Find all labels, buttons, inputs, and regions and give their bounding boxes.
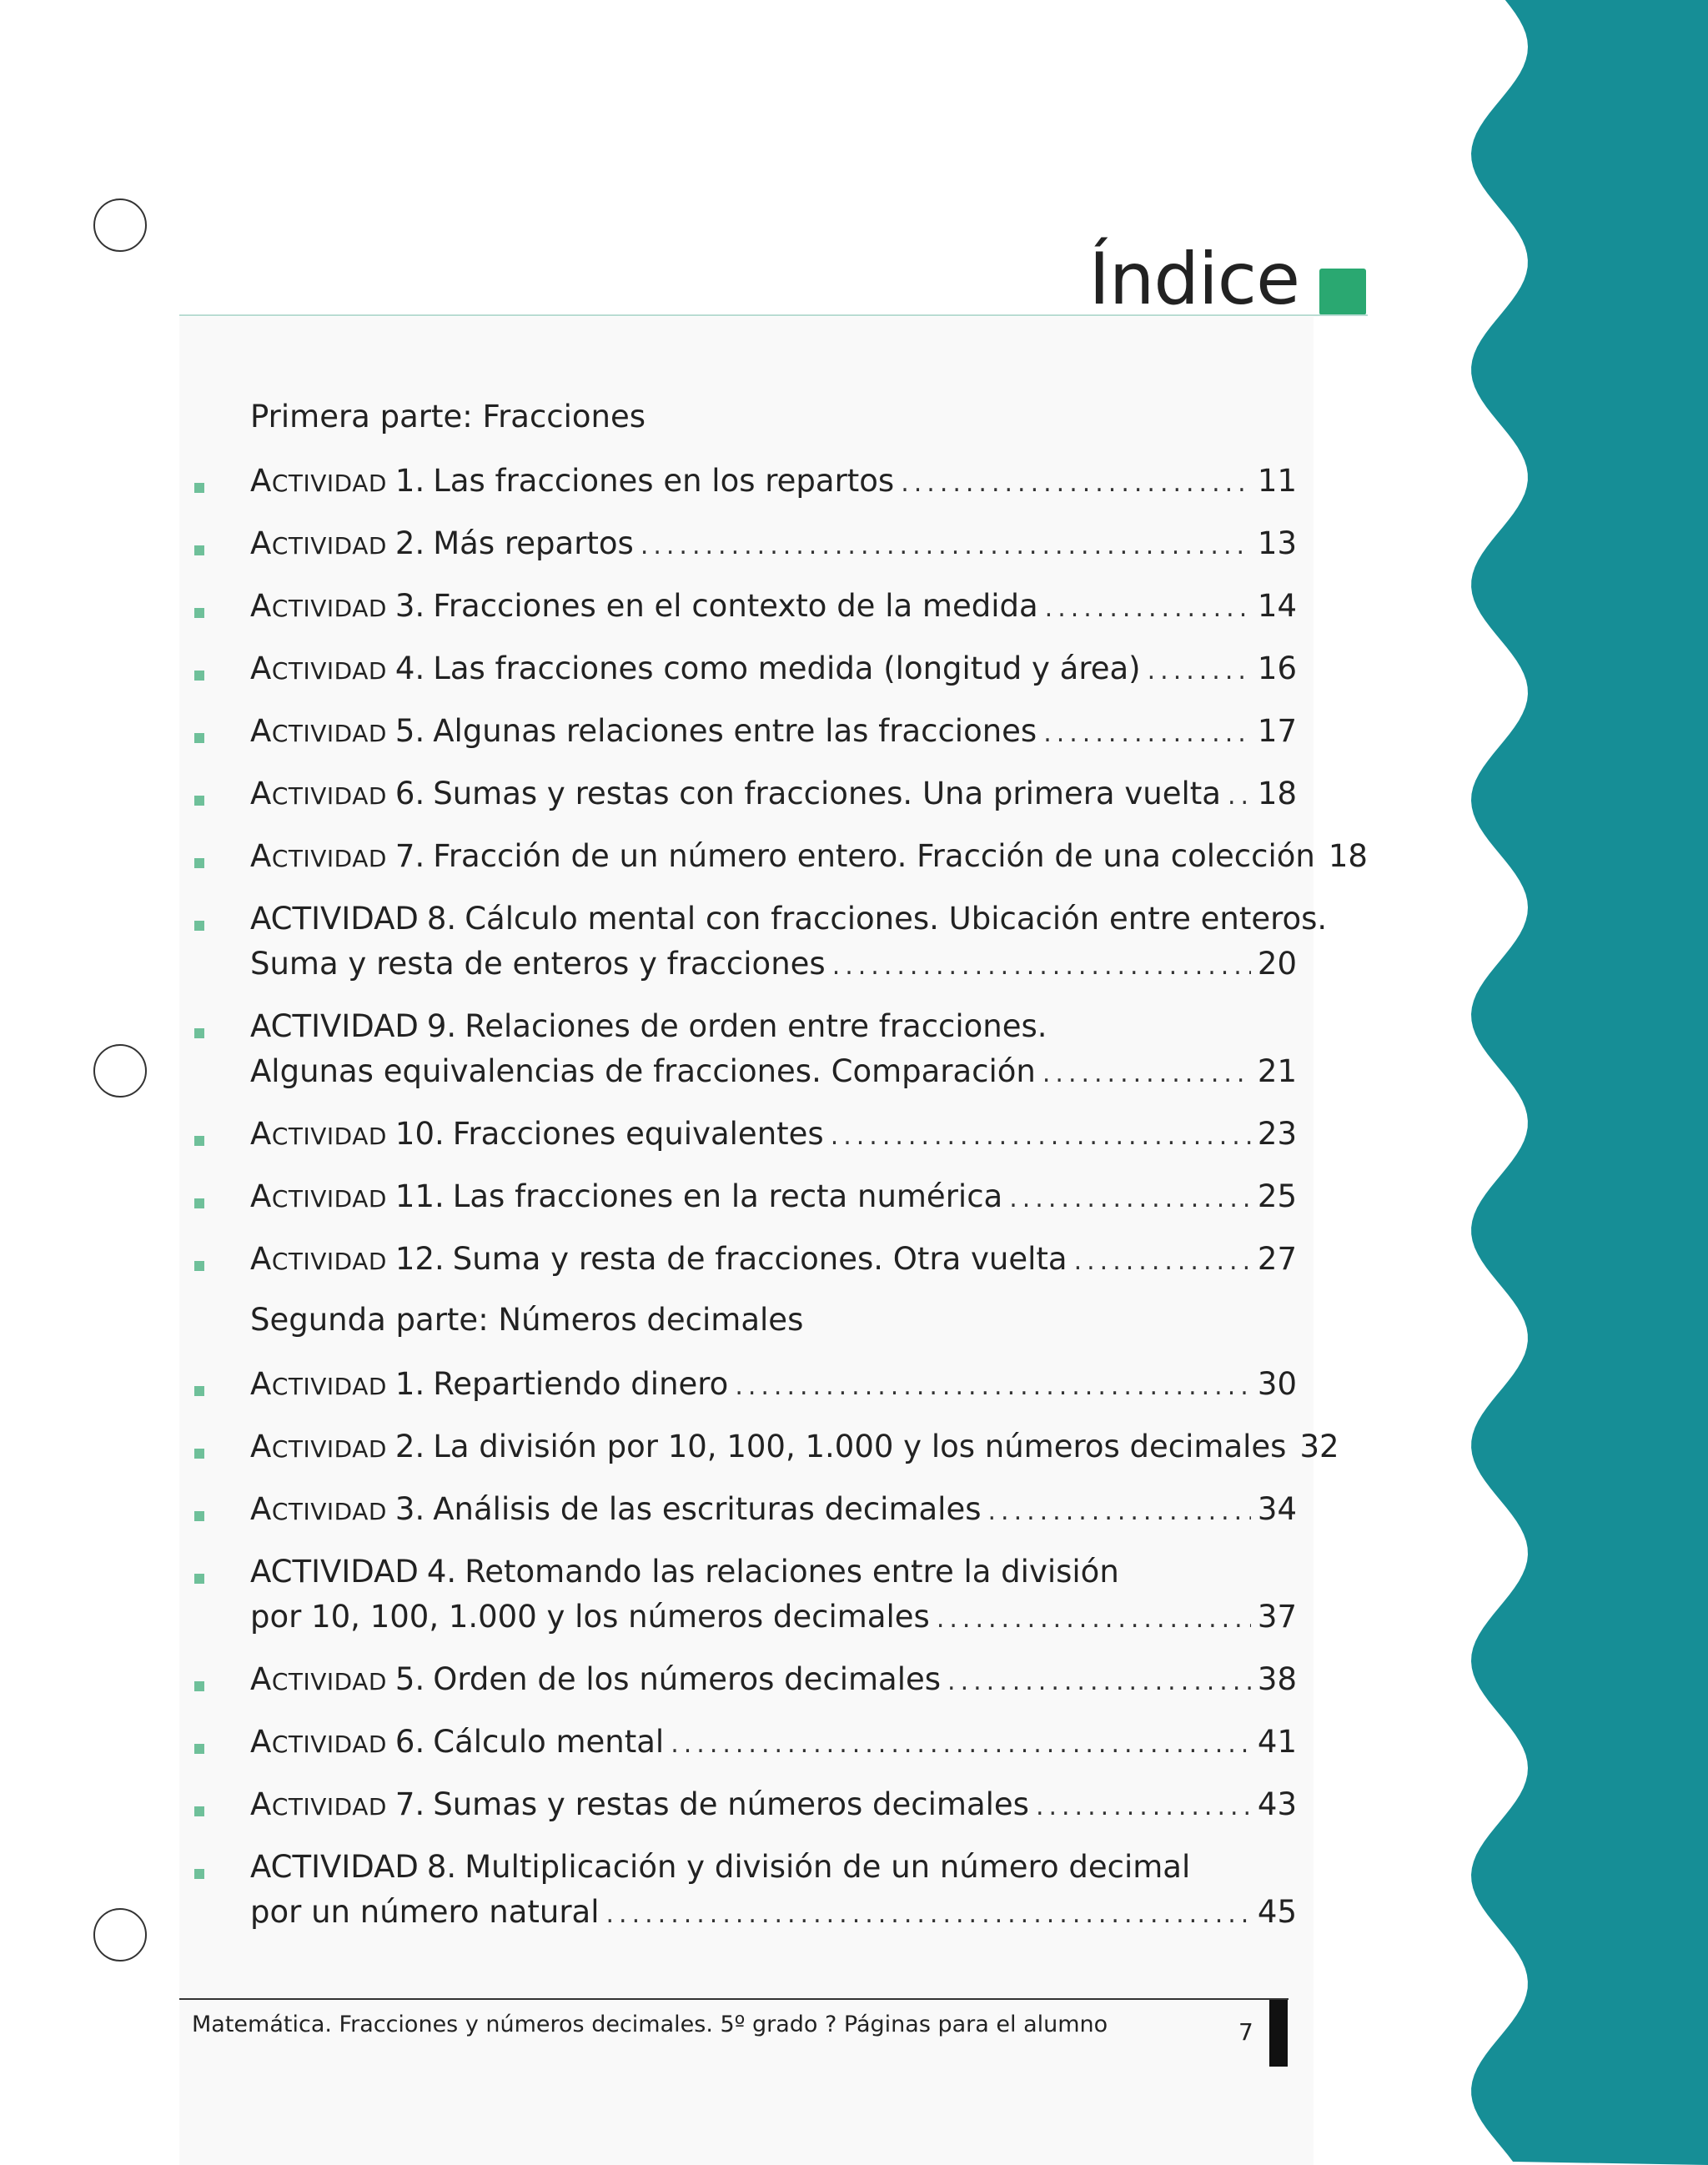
activity-number: 3.: [394, 588, 425, 624]
dot-leader: [1148, 656, 1251, 686]
bullet-square-icon: [194, 1681, 204, 1691]
binder-hole-top: [93, 198, 147, 252]
activity-title: Cálculo mental: [433, 1724, 665, 1760]
footer-rule: [179, 1998, 1289, 2000]
activity-title: Las fracciones en los repartos: [433, 463, 895, 499]
activity-number: 7.: [394, 1786, 425, 1822]
bullet-square-icon: [194, 608, 204, 618]
toc-page-number: 32: [1299, 1429, 1339, 1464]
activity-number: 11.: [394, 1178, 445, 1214]
activity-number: 4.: [394, 651, 425, 686]
activity-label: ACTIVIDAD: [250, 901, 419, 937]
page-title: Índice: [1088, 238, 1299, 321]
dot-leader: [988, 1497, 1251, 1526]
dot-leader: [831, 1122, 1251, 1151]
dot-leader: [1074, 1247, 1251, 1276]
activity-number: 9.: [426, 1008, 457, 1044]
toc-page-number: 43: [1257, 1786, 1297, 1822]
toc-page-number: 34: [1257, 1491, 1297, 1527]
bullet-square-icon: [194, 1261, 204, 1271]
activity-label: ACTIVIDAD: [250, 1429, 387, 1464]
bullet-square-icon: [194, 1136, 204, 1146]
dot-leader: [947, 1667, 1251, 1696]
activity-label: ACTIVIDAD: [250, 1241, 387, 1277]
dot-leader: [832, 952, 1251, 981]
activity-number: 4.: [426, 1554, 457, 1590]
activity-title: Cálculo mental con fracciones. Ubicación entre enteros.: [465, 901, 1328, 937]
dot-leader: [640, 531, 1251, 560]
activity-title: La división por 10, 100, 1.000 y los números decimales: [433, 1429, 1287, 1464]
activity-title-continued: por 10, 100, 1.000 y los números decimales: [250, 1599, 930, 1635]
section-heading-fracciones: Primera parte: Fracciones: [250, 399, 646, 435]
activity-number: 10.: [394, 1116, 445, 1152]
activity-label: ACTIVIDAD: [250, 1366, 387, 1402]
dot-leader: [1045, 594, 1251, 623]
dot-leader: [606, 1900, 1251, 1929]
toc-page-number: 23: [1257, 1116, 1297, 1152]
activity-number: 5.: [394, 713, 425, 749]
activity-title: Retomando las relaciones entre la división: [465, 1554, 1119, 1590]
activity-title: Más repartos: [433, 525, 634, 561]
activity-title: Fracciones en el contexto de la medida: [433, 588, 1038, 624]
binder-hole-middle: [93, 1044, 147, 1098]
bullet-square-icon: [194, 1744, 204, 1754]
toc-page-number: 20: [1257, 946, 1297, 982]
toc-page-number: 16: [1257, 651, 1297, 686]
activity-label: ACTIVIDAD: [250, 1554, 419, 1590]
toc-page-number: 27: [1257, 1241, 1297, 1277]
bullet-square-icon: [194, 796, 204, 806]
activity-label: ACTIVIDAD: [250, 1178, 387, 1214]
activity-label: ACTIVIDAD: [250, 525, 387, 561]
activity-title: Algunas relaciones entre las fracciones: [433, 713, 1037, 749]
bullet-square-icon: [194, 921, 204, 931]
toc-page-number: 30: [1257, 1366, 1297, 1402]
activity-number: 1.: [394, 463, 425, 499]
bullet-square-icon: [194, 733, 204, 743]
activity-title: Relaciones de orden entre fracciones.: [465, 1008, 1047, 1044]
footer-text: Matemática. Fracciones y números decimales. 5º grado ? Páginas para el alumno: [192, 2012, 1108, 2037]
teal-wave-band: [1451, 0, 1708, 2165]
toc-page-number: 13: [1257, 525, 1297, 561]
bullet-square-icon: [194, 1806, 204, 1816]
activity-label: ACTIVIDAD: [250, 1661, 387, 1697]
bullet-square-icon: [194, 1449, 204, 1459]
dot-leader: [1036, 1792, 1251, 1821]
activity-title: Fracciones equivalentes: [452, 1116, 824, 1152]
dot-leader: [1042, 1059, 1251, 1088]
activity-title-continued: Suma y resta de enteros y fracciones: [250, 946, 826, 982]
dot-leader: [1043, 719, 1251, 748]
activity-label: ACTIVIDAD: [250, 651, 387, 686]
activity-number: 2.: [394, 1429, 425, 1464]
bullet-square-icon: [194, 483, 204, 493]
binder-hole-bottom: [93, 1908, 147, 1962]
activity-title-continued: Algunas equivalencias de fracciones. Comparación: [250, 1053, 1036, 1089]
toc-page-number: 18: [1328, 838, 1368, 874]
activity-number: 1.: [394, 1366, 425, 1402]
activity-label: ACTIVIDAD: [250, 463, 387, 499]
toc-page-number: 14: [1257, 588, 1297, 624]
footer-bar: [1269, 2000, 1288, 2067]
bullet-square-icon: [194, 671, 204, 681]
activity-title: Sumas y restas con fracciones. Una primera vuelta: [433, 776, 1221, 811]
activity-title: Las fracciones en la recta numérica: [452, 1178, 1003, 1214]
dot-leader: [901, 469, 1251, 498]
dot-leader: [735, 1372, 1251, 1401]
bullet-square-icon: [194, 545, 204, 555]
activity-title: Análisis de las escrituras decimales: [433, 1491, 982, 1527]
activity-title: Multiplicación y división de un número decimal: [465, 1849, 1191, 1885]
activity-label: ACTIVIDAD: [250, 838, 387, 874]
toc-page-number: 17: [1257, 713, 1297, 749]
section-heading-decimales: Segunda parte: Números decimales: [250, 1302, 804, 1338]
toc-page-number: 37: [1257, 1599, 1297, 1635]
activity-number: 8.: [426, 901, 457, 937]
toc-page-number: 38: [1257, 1661, 1297, 1697]
activity-label: ACTIVIDAD: [250, 1491, 387, 1527]
title-square-icon: [1319, 269, 1366, 315]
activity-label: ACTIVIDAD: [250, 776, 387, 811]
activity-number: 5.: [394, 1661, 425, 1697]
dot-leader: [671, 1730, 1251, 1759]
activity-label: ACTIVIDAD: [250, 713, 387, 749]
toc-page-number: 21: [1257, 1053, 1297, 1089]
toc-page-number: 25: [1257, 1178, 1297, 1214]
activity-title: Repartiendo dinero: [433, 1366, 729, 1402]
toc-page-number: 18: [1257, 776, 1297, 811]
activity-label: ACTIVIDAD: [250, 1116, 387, 1152]
activity-label: ACTIVIDAD: [250, 1724, 387, 1760]
activity-title: Fracción de un número entero. Fracción de una colección: [433, 838, 1315, 874]
activity-label: ACTIVIDAD: [250, 1008, 419, 1044]
toc-page-number: 45: [1257, 1894, 1297, 1930]
activity-number: 8.: [426, 1849, 457, 1885]
bullet-square-icon: [194, 1386, 204, 1396]
dot-leader: [1009, 1184, 1251, 1213]
bullet-square-icon: [194, 1869, 204, 1879]
page-number: 7: [1238, 2018, 1253, 2046]
bullet-square-icon: [194, 1511, 204, 1521]
activity-number: 7.: [394, 838, 425, 874]
activity-number: 6.: [394, 1724, 425, 1760]
bullet-square-icon: [194, 1574, 204, 1584]
activity-number: 6.: [394, 776, 425, 811]
activity-title: Suma y resta de fracciones. Otra vuelta: [452, 1241, 1068, 1277]
toc-page-number: 41: [1257, 1724, 1297, 1760]
activity-label: ACTIVIDAD: [250, 588, 387, 624]
activity-title-continued: por un número natural: [250, 1894, 600, 1930]
bullet-square-icon: [194, 858, 204, 868]
activity-label: ACTIVIDAD: [250, 1786, 387, 1822]
activity-label: ACTIVIDAD: [250, 1849, 419, 1885]
activity-number: 12.: [394, 1241, 445, 1277]
bullet-square-icon: [194, 1198, 204, 1208]
dot-leader: [937, 1605, 1251, 1634]
activity-title: Orden de los números decimales: [433, 1661, 942, 1697]
activity-title: Sumas y restas de números decimales: [433, 1786, 1029, 1822]
activity-number: 3.: [394, 1491, 425, 1527]
dot-leader: [1228, 781, 1251, 811]
title-rule: [179, 314, 1368, 316]
bullet-square-icon: [194, 1028, 204, 1038]
activity-number: 2.: [394, 525, 425, 561]
activity-title: Las fracciones como medida (longitud y área): [433, 651, 1141, 686]
toc-page-number: 11: [1257, 463, 1297, 499]
